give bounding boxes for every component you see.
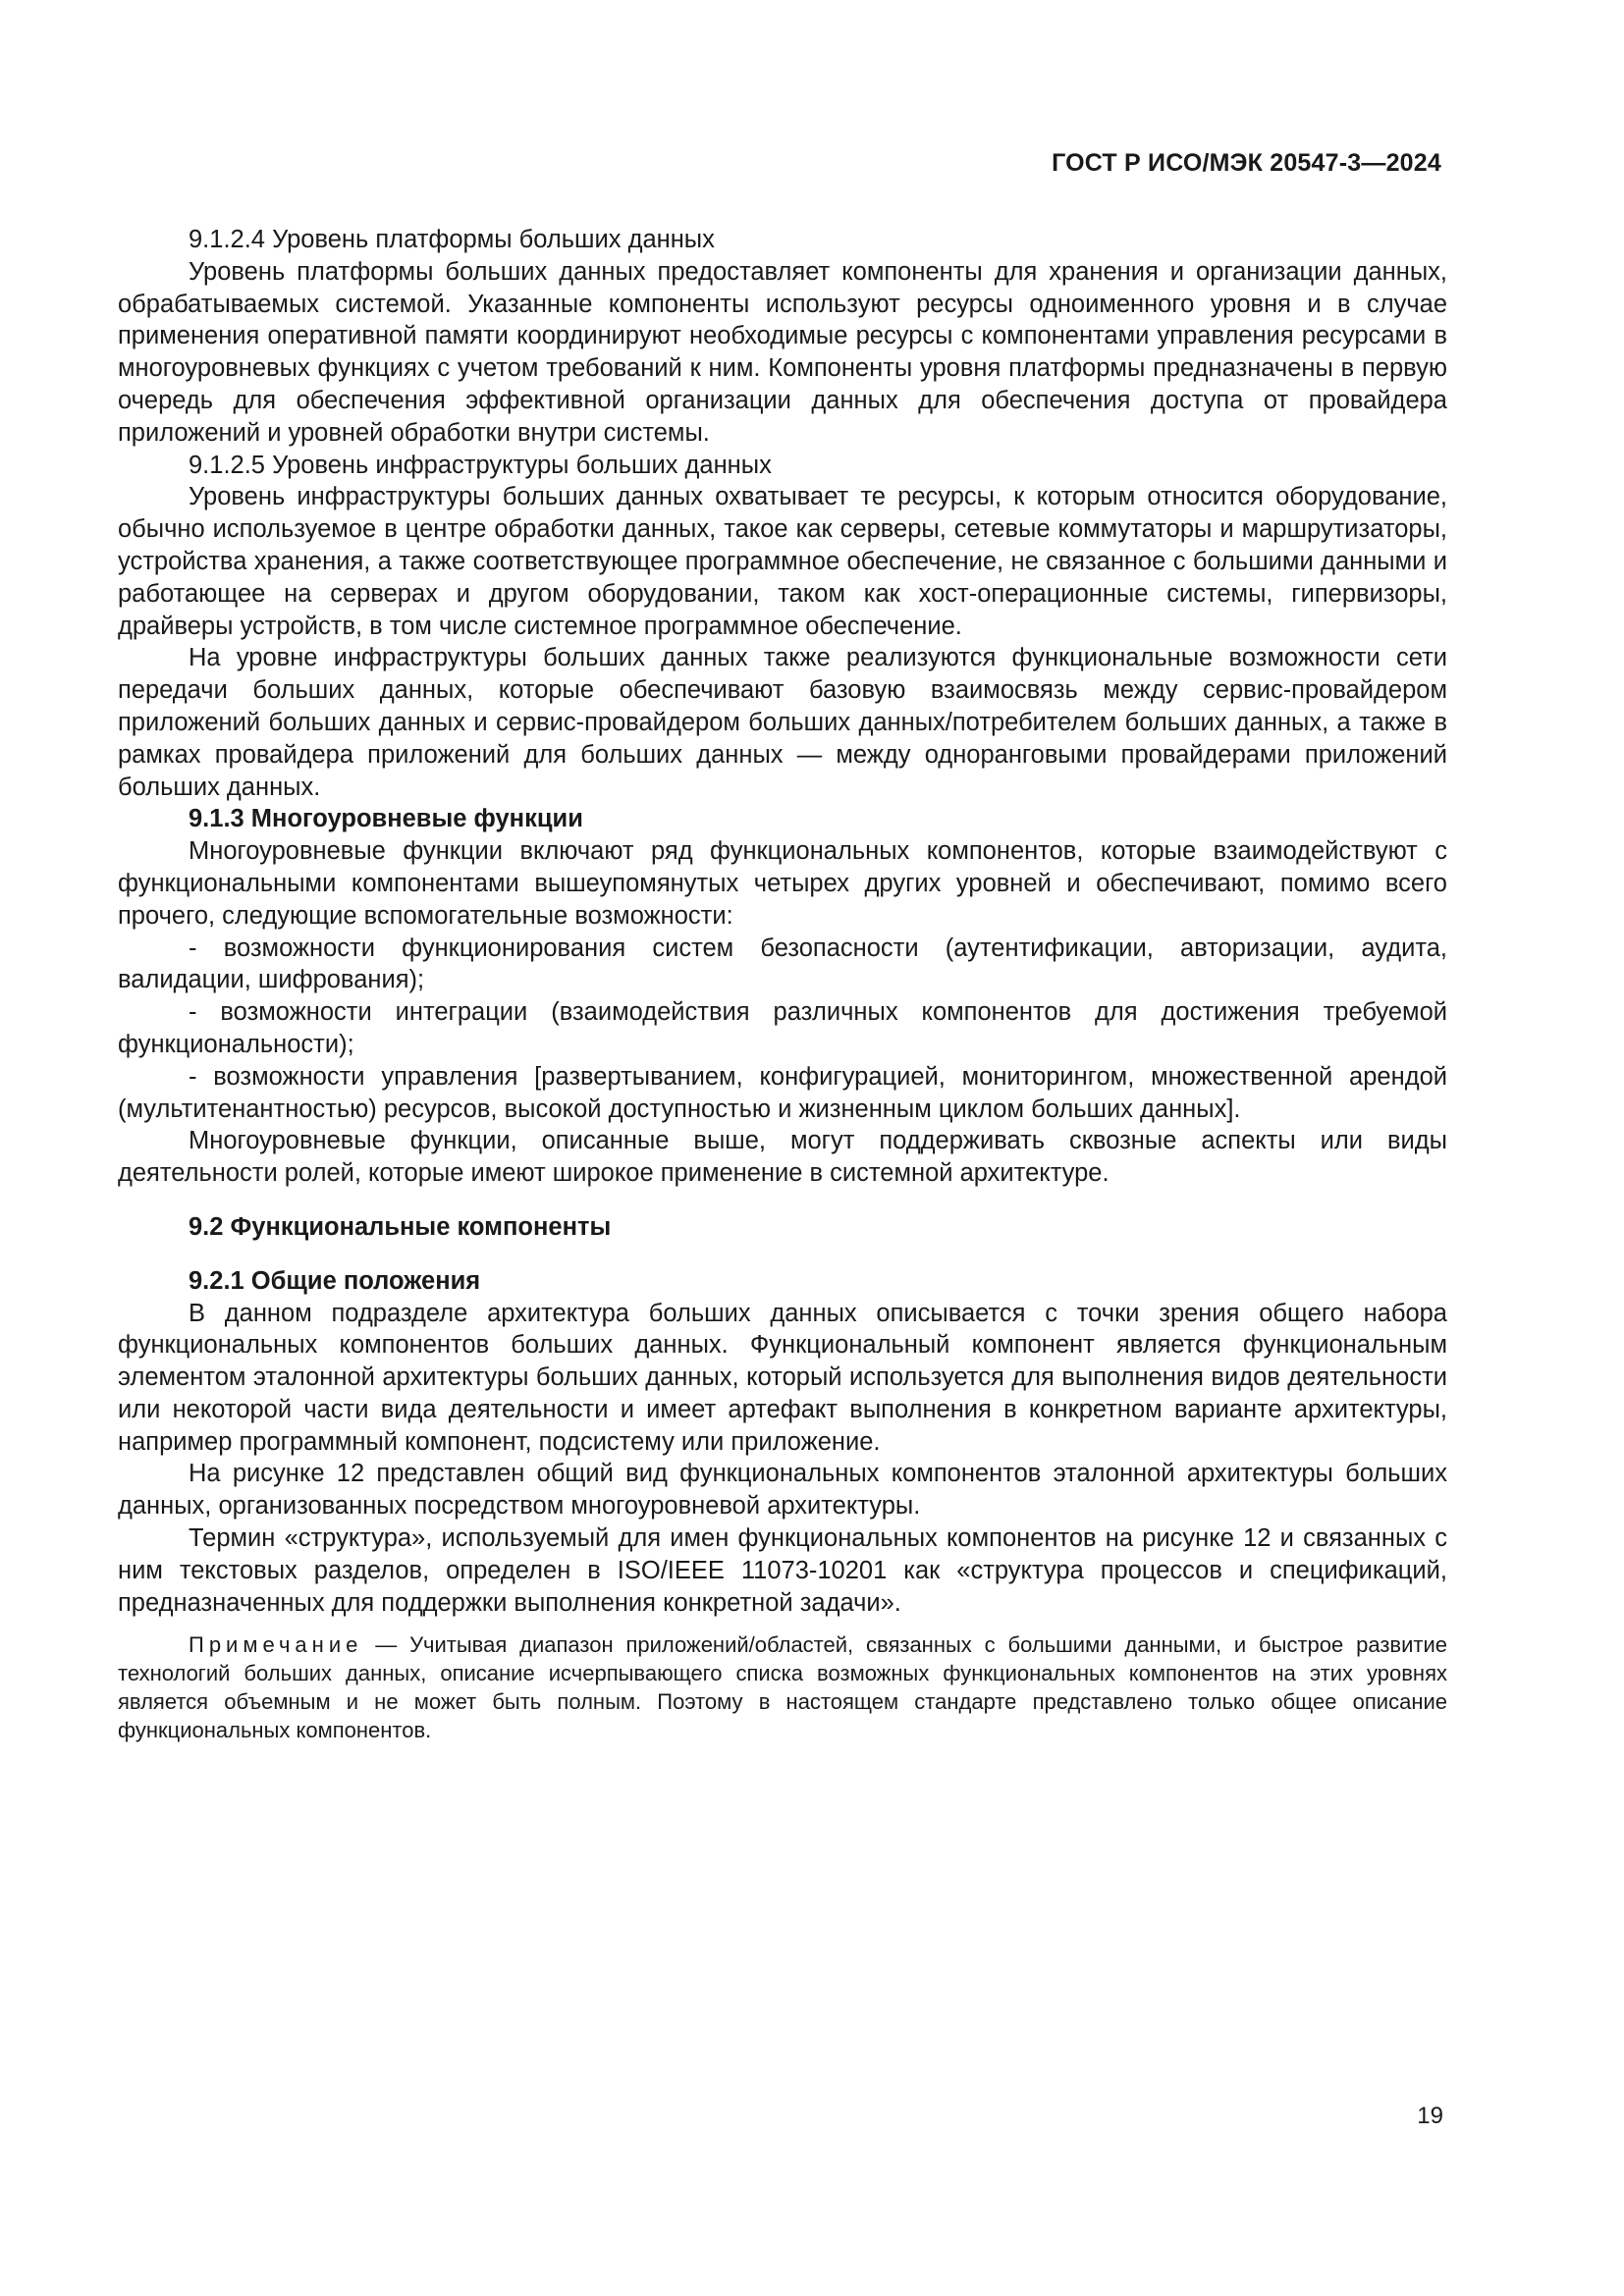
document-code: ГОСТ Р ИСО/МЭК 20547-3—2024 (1052, 149, 1441, 177)
subsection-heading-9-1-2-5: 9.1.2.5 Уровень инфраструктуры больших данных (189, 451, 772, 479)
subsection-heading-9-1-2-4: 9.1.2.4 Уровень платформы больших данных (189, 226, 715, 253)
page-body (118, 224, 1447, 1744)
page-number: 19 (1417, 2103, 1443, 2129)
paragraph: Многоуровневые функции, описанные выше, могут поддерживать сквозные аспекты или виды деятельности ролей, которые имеют широкое применение в системной архитектуре. (118, 1127, 1447, 1188)
note-text: Учитывая диапазон приложений/областей, связанных с большими данными, и быстрое развитие технологий больших данных, описание исчерпывающего списка возможных функциональных компонентов на этих уровнях является объемным и не может быть полным. Поэтому в настоящем стандарте представлено только общее описание функциональных компонентов. (118, 1632, 1447, 1743)
note-label: Примечание (189, 1632, 363, 1658)
paragraph: На рисунке 12 представлен общий вид функциональных компонентов эталонной архитектуры больших данных, организованных посредством многоуровневой архитектуры. (118, 1460, 1447, 1521)
note (118, 1630, 1447, 1744)
paragraph: Уровень инфраструктуры больших данных охватывает те ресурсы, к которым относится оборудование, обычно используемое в центре обработки данных, такое как серверы, сетевые коммутаторы и маршрутизаторы, устройства хранения, а также соответствующее программное обеспечение, не связанное с большими данными и работающее на серверах и другом оборудовании, таком как хост-операционные системы, гипервизоры, драйверы устройств, в том числе системное программное обеспечение. (118, 483, 1447, 640)
list-item: - возможности интеграции (взаимодействия различных компонентов для достижения требуемой функциональности); (118, 998, 1447, 1058)
paragraph: Термин «структура», используемый для имен функциональных компонентов на рисунке 12 и связанных с ним текстовых разделов, определен в ISO/IEEE 11073-10201 как «структура процессов и спецификаций, предназначенных для поддержки выполнения конкретной задачи». (118, 1524, 1447, 1617)
note-dash: — (362, 1632, 410, 1658)
section-heading-9-2-1: 9.2.1 Общие положения (189, 1266, 481, 1295)
section-heading-9-1-3: 9.1.3 Многоуровневые функции (189, 805, 583, 833)
section-heading-9-2: 9.2 Функциональные компоненты (189, 1212, 612, 1241)
paragraph: На уровне инфраструктуры больших данных также реализуются функциональные возможности сети передачи больших данных, которые обеспечивают базовую взаимосвязь между сервис-провайдером приложений больших данных и сервис-провайдером больших данных/потребителем больших данных, а также в рамках провайдера приложений для больших данных — между одноранговыми провайдерами приложений больших данных. (118, 644, 1447, 801)
paragraph: Уровень платформы больших данных предоставляет компоненты для хранения и организации данных, обрабатываемых системой. Указанные компоненты используют ресурсы одноименного уровня и в случае применения оперативной памяти координируют необходимые ресурсы с компонентами управления ресурсами в многоуровневых функциях с учетом требований к ним. Компоненты уровня платформы предназначены в первую очередь для обеспечения эффективной организации данных для обеспечения доступа от провайдера приложений и уровней обработки внутри системы. (118, 257, 1447, 447)
paragraph: Многоуровневые функции включают ряд функциональных компонентов, которые взаимодействуют с функциональными компонентами вышеупомянутых четырех других уровней и обеспечивают, помимо всего прочего, следующие вспомогательные возможности: (118, 837, 1447, 930)
list-item: - возможности функционирования систем безопасности (аутентификации, авторизации, аудита, валидации, шифрования); (118, 934, 1447, 994)
list-item: - возможности управления [развертыванием, конфигурацией, мониторингом, множественной арендой (мультитенантностью) ресурсов, высокой доступностью и жизненным циклом больших данных]. (118, 1062, 1447, 1123)
paragraph: В данном подразделе архитектура больших данных описывается с точки зрения общего набора функциональных компонентов больших данных. Функциональный компонент является функциональным элементом эталонной архитектуры больших данных, который используется для выполнения видов деятельности или некоторой части вида деятельности и имеет артефакт выполнения в конкретном варианте архитектуры, например программный компонент, подсистему или приложение. (118, 1299, 1447, 1456)
